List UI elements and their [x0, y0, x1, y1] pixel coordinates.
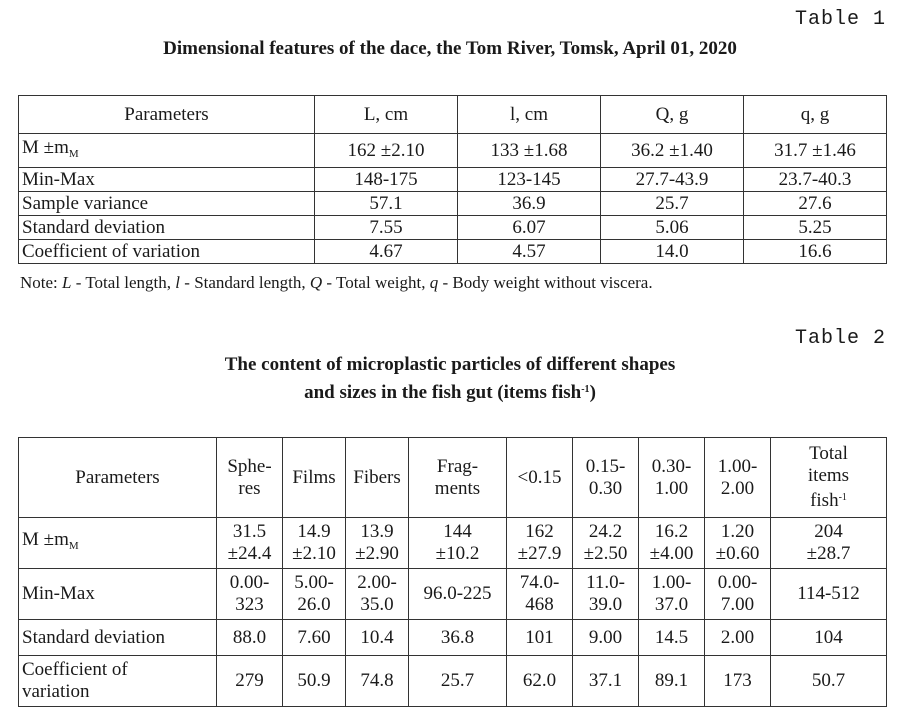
- table2-row-label: Min-Max: [19, 569, 217, 620]
- header-text-main: fish: [810, 490, 839, 511]
- header-text: ments: [434, 477, 481, 499]
- table-cell: 25.7: [601, 192, 744, 216]
- table2-header-size-lt015: [507, 438, 573, 518]
- table-cell: 16.6: [744, 240, 887, 264]
- table-row: [19, 134, 887, 168]
- cell-line: 31.5: [232, 521, 267, 542]
- cell-line: 74.0-: [519, 572, 560, 593]
- cell-line: 1.20: [720, 521, 755, 542]
- table-cell: 36.8: [409, 620, 507, 656]
- table-cell: 27.7-43.9: [601, 168, 744, 192]
- table-cell: 14.0: [601, 240, 744, 264]
- cell-line: 24.2: [588, 521, 623, 542]
- cell-line: ±2.10: [292, 543, 336, 564]
- header-text: Films: [292, 466, 336, 488]
- table-cell: [771, 518, 887, 569]
- cell-line: ±0.60: [715, 543, 760, 564]
- table-cell: 74.8: [346, 656, 409, 707]
- table-cell: 7.60: [283, 620, 346, 656]
- table2-title-line1: The content of microplastic particles of different shapes: [224, 354, 676, 375]
- table-cell: 89.1: [639, 656, 705, 707]
- header-text: [774, 487, 883, 512]
- note-text: - Total length,: [71, 273, 176, 292]
- table-cell: 123-145: [458, 168, 601, 192]
- table2-header-fragments: [409, 438, 507, 518]
- table-row: [19, 656, 887, 707]
- table-cell: 2.00: [705, 620, 771, 656]
- table2-label: Table 2: [794, 327, 886, 350]
- table2-row-label: [19, 518, 217, 569]
- cell-line: 37.0: [654, 594, 689, 615]
- cell-line: 7.00: [720, 594, 755, 615]
- note-symbol: q: [429, 273, 439, 292]
- table1-header-total-weight: Q, g: [601, 96, 744, 134]
- cell-line: ±10.2: [435, 543, 480, 564]
- table2-row-label: [19, 656, 217, 707]
- table2-header-parameters: [19, 438, 217, 518]
- header-text: 1.00-: [717, 455, 758, 477]
- table-cell: [705, 569, 771, 620]
- cell-line: 26.0: [297, 594, 331, 615]
- cell-line: 114-512: [797, 583, 860, 604]
- cell-line: 1.00-: [651, 572, 692, 593]
- table-cell: [771, 569, 887, 620]
- table-cell: 6.07: [458, 216, 601, 240]
- table-cell: 104: [771, 620, 887, 656]
- title-superscript: -1: [581, 384, 590, 395]
- cell-line: 323: [235, 594, 264, 615]
- header-text: Fibers: [353, 466, 401, 488]
- table1-header-total-length: L, cm: [315, 96, 458, 134]
- row-label-main: M ±m: [22, 136, 69, 158]
- table1-header-row: [19, 96, 887, 134]
- cell-line: 13.9: [360, 521, 394, 542]
- table-cell: [217, 518, 283, 569]
- cell-line: 144: [443, 521, 472, 542]
- table-cell: 36.2 ±1.40: [601, 134, 744, 168]
- cell-line: 5.00-: [294, 572, 334, 593]
- table-cell: [573, 569, 639, 620]
- table-cell: [507, 569, 573, 620]
- cell-line: 2.00-: [357, 572, 397, 593]
- cell-line: ±2.90: [355, 543, 399, 564]
- table2-header-row: [19, 438, 887, 518]
- cell-line: 11.0-: [586, 572, 625, 593]
- note-text: - Body weight without viscera.: [438, 273, 653, 292]
- header-text: <0.15: [517, 466, 562, 488]
- note-symbol: Q: [309, 273, 323, 292]
- header-text: Frag-: [436, 455, 479, 477]
- cell-line: 0.00-: [717, 572, 758, 593]
- header-text: Sphe-: [227, 455, 272, 477]
- table1: [18, 95, 887, 264]
- table-cell: [705, 518, 771, 569]
- row-label-line: variation: [22, 681, 90, 702]
- header-text: 1.00: [654, 477, 689, 499]
- table2-header-size-030-100: [639, 438, 705, 518]
- note-text: - Total weight,: [322, 273, 430, 292]
- cell-line: ±27.9: [517, 543, 562, 564]
- table1-row-label: Coefficient of variation: [19, 240, 315, 264]
- table-cell: [639, 518, 705, 569]
- cell-line: 204: [814, 521, 843, 542]
- table-cell: 88.0: [217, 620, 283, 656]
- note-symbol: l: [175, 273, 181, 292]
- note-text: - Standard length,: [180, 273, 310, 292]
- table-cell: 62.0: [507, 656, 573, 707]
- table2: [18, 437, 887, 707]
- cell-line: 39.0: [588, 594, 623, 615]
- table-cell: [573, 518, 639, 569]
- table-cell: 9.00: [573, 620, 639, 656]
- table-cell: 50.9: [283, 656, 346, 707]
- table-row: [19, 569, 887, 620]
- table-cell: 173: [705, 656, 771, 707]
- table-cell: [507, 518, 573, 569]
- table-cell: 27.6: [744, 192, 887, 216]
- table2-header-size-100-200: [705, 438, 771, 518]
- cell-line: 162: [525, 521, 554, 542]
- cell-line: 96.0-225: [423, 583, 492, 604]
- row-label-subscript: M: [68, 540, 79, 552]
- table2-header-size-015-030: [573, 438, 639, 518]
- cell-line: 468: [525, 594, 554, 615]
- header-text: Parameters: [75, 466, 160, 488]
- table-cell: 23.7-40.3: [744, 168, 887, 192]
- table1-title: Dimensional features of the dace, the Tom River, Tomsk, April 01, 2020: [163, 38, 737, 59]
- table-cell: 31.7 ±1.46: [744, 134, 887, 168]
- table-row: [19, 216, 887, 240]
- cell-line: 14.9: [297, 521, 331, 542]
- table1-header-standard-length: l, cm: [458, 96, 601, 134]
- header-text: Total: [809, 443, 848, 464]
- cell-line: ±28.7: [806, 543, 851, 564]
- table1-header-body-weight: q, g: [744, 96, 887, 134]
- table1-row-label: [19, 134, 315, 168]
- cell-line: ±24.4: [227, 543, 272, 564]
- header-text: items: [807, 465, 850, 486]
- table2-header-spheres: [217, 438, 283, 518]
- row-label-main: M ±m: [22, 529, 69, 550]
- table2-title-line2: [0, 382, 900, 404]
- table-cell: 57.1: [315, 192, 458, 216]
- table1-label: Table 1: [794, 8, 886, 31]
- table-cell: 4.57: [458, 240, 601, 264]
- table-row: [19, 192, 887, 216]
- header-text: res: [238, 477, 261, 499]
- table2-header-total: [771, 438, 887, 518]
- table2-row-label: Standard deviation: [19, 620, 217, 656]
- table-cell: 5.25: [744, 216, 887, 240]
- note-symbol: L: [62, 273, 72, 292]
- table-cell: 37.1: [573, 656, 639, 707]
- table-cell: [346, 518, 409, 569]
- cell-line: ±4.00: [649, 543, 694, 564]
- table-cell: 14.5: [639, 620, 705, 656]
- table1-row-label: Min-Max: [19, 168, 315, 192]
- table-cell: 162 ±2.10: [315, 134, 458, 168]
- row-label-subscript: M: [68, 147, 79, 160]
- table-row: [19, 168, 887, 192]
- header-text: 0.15-: [585, 455, 626, 477]
- title-text: ): [589, 382, 596, 403]
- table-cell: 25.7: [409, 656, 507, 707]
- table-cell: 5.06: [601, 216, 744, 240]
- table-cell: [409, 569, 507, 620]
- cell-line: 35.0: [360, 594, 394, 615]
- table-cell: 4.67: [315, 240, 458, 264]
- header-text: 2.00: [720, 477, 755, 499]
- table-cell: 50.7: [771, 656, 887, 707]
- table-cell: 148-175: [315, 168, 458, 192]
- table1-note: [20, 273, 653, 293]
- row-label-line: Coefficient of: [22, 659, 128, 680]
- table1-row-label: Standard deviation: [19, 216, 315, 240]
- table-cell: 101: [507, 620, 573, 656]
- table1-header-parameters: Parameters: [19, 96, 315, 134]
- table-cell: 10.4: [346, 620, 409, 656]
- table-row: [19, 518, 887, 569]
- table2-header-films: [283, 438, 346, 518]
- note-text: Note:: [20, 273, 63, 292]
- header-text: 0.30: [588, 477, 623, 499]
- cell-line: ±2.50: [583, 543, 628, 564]
- table-cell: 133 ±1.68: [458, 134, 601, 168]
- header-text: 0.30-: [651, 455, 692, 477]
- table-cell: 36.9: [458, 192, 601, 216]
- table1-row-label: Sample variance: [19, 192, 315, 216]
- table2-header-fibers: [346, 438, 409, 518]
- table-row: [19, 620, 887, 656]
- cell-line: 16.2: [654, 521, 689, 542]
- cell-line: 0.00-: [229, 572, 270, 593]
- table-cell: [639, 569, 705, 620]
- table-cell: 279: [217, 656, 283, 707]
- table-cell: [217, 569, 283, 620]
- table-cell: [346, 569, 409, 620]
- table-row: [19, 240, 887, 264]
- table-cell: [409, 518, 507, 569]
- table-cell: 7.55: [315, 216, 458, 240]
- title-text: and sizes in the fish gut (items fish: [304, 382, 582, 403]
- table-cell: [283, 518, 346, 569]
- table-cell: [283, 569, 346, 620]
- header-superscript: -1: [838, 492, 847, 503]
